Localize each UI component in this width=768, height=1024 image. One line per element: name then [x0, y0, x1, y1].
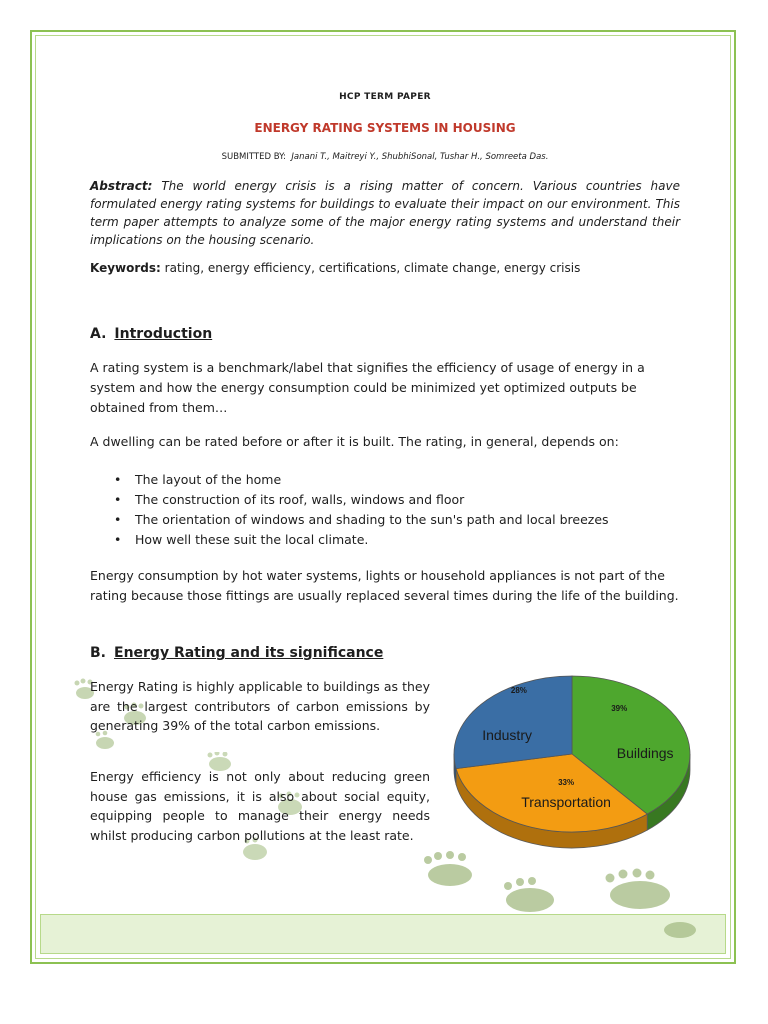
section-b-letter: B.	[90, 645, 106, 661]
authors-line	[90, 152, 680, 162]
pie-label-buildings: Buildings	[616, 744, 674, 761]
section-b-heading	[90, 645, 383, 661]
section-a-para-3: Energy consumption by hot water systems, lights or household appliances is not part of the rating because those fittings are usually replaced several times during the life of the building.	[90, 568, 679, 603]
emissions-pie-chart	[440, 672, 702, 862]
list-item: • The layout of the home	[114, 470, 674, 490]
keywords-label: Keywords:	[90, 261, 161, 275]
author-names: Janani T., Maitreyi Y., ShubhiSonal, Tushar H., Somreeta Das.	[291, 152, 549, 162]
paper-title: ENERGY RATING SYSTEMS IN HOUSING	[254, 121, 516, 135]
list-item: • How well these suit the local climate.	[114, 530, 674, 550]
pie-value-buildings: 39%	[611, 704, 628, 714]
pie-label-transportation: Transportation	[521, 794, 611, 811]
pie-value-transportation: 33%	[558, 778, 575, 788]
section-a-title: Introduction	[114, 326, 213, 342]
abstract-label: Abstract:	[90, 179, 153, 193]
pie-chart-svg	[440, 672, 702, 862]
pie-label-industry: Industry	[482, 726, 533, 743]
section-a-heading	[90, 326, 212, 342]
section-a-para-1: A rating system is a benchmark/label that signifies the efficiency of usage of energy in a system and how the energy consumption could be minimized yet optimized outputs be obtained from them…	[90, 360, 645, 415]
list-item: • The orientation of windows and shading to the sun's path and local breezes	[114, 510, 674, 530]
keywords-text: rating, energy efficiency, certifications, climate change, energy crisis	[164, 261, 581, 275]
header-title: HCP TERM PAPER	[339, 92, 431, 102]
abstract-text: The world energy crisis is a rising matter of concern. Various countries have formulated energy rating systems for buildings to evaluate their impact on our environment. This term paper attempts to analyze some of the major energy rating systems and understand their implications on the housing scenario.	[90, 179, 680, 247]
submitted-label: SUBMITTED BY:	[221, 152, 287, 162]
section-b-para-2: Energy efficiency is not only about reducing green house gas emissions, it is also about social equity, equipping people to manage their energy needs whilst producing carbon pollutions at the least rate.	[90, 769, 430, 843]
keywords	[90, 261, 680, 275]
section-b-para-1: Energy Rating is highly applicable to buildings as they are the largest contributors of carbon emissions by generating 39% of the total carbon emissions.	[90, 679, 430, 733]
section-a-para-2: A dwelling can be rated before or after it is built. The rating, in general, depends on:	[90, 434, 619, 449]
abstract	[90, 177, 680, 249]
section-a-letter: A.	[90, 326, 107, 342]
list-item: • The construction of its roof, walls, windows and floor	[114, 490, 674, 510]
section-b-title: Energy Rating and its significance	[114, 645, 384, 661]
footprint-decoration-bottom	[410, 850, 710, 940]
pie-value-industry: 28%	[510, 686, 527, 696]
rating-factors-list	[114, 470, 674, 550]
